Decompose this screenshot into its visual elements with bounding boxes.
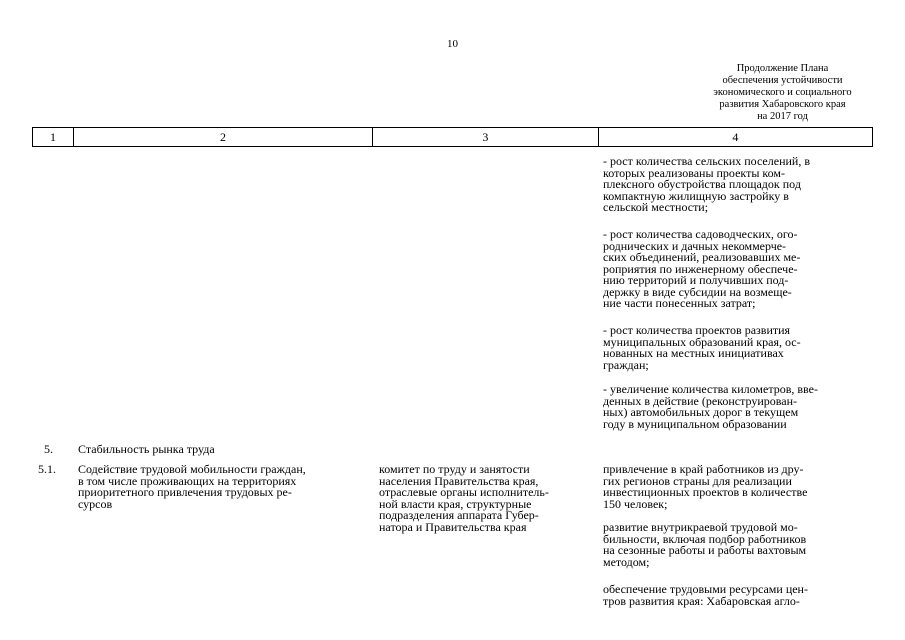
text-line: в том числе проживающих на территориях [78, 473, 297, 488]
text-line: плексного обустройства площадок под [603, 177, 801, 191]
text-line: отраслевые органы исполнитель- [379, 485, 549, 499]
text-line: году в муниципальном образовании [603, 416, 787, 431]
text-line: тров развития края: Хабаровская агло- [603, 593, 800, 608]
result-item [603, 229, 867, 310]
measure-cell [78, 464, 368, 510]
text-line: гих регионов страны для реализации [603, 473, 792, 488]
text-line: роднических и дачных некоммерче- [603, 238, 787, 253]
text-line: нованных на местных инициативах [603, 346, 784, 360]
text-line: ние части понесенных затрат; [603, 296, 756, 310]
text-line: бильности, включая подбор работников [603, 531, 807, 546]
text-line: населения Правительства края, [379, 473, 539, 488]
section-number: 5. [44, 442, 53, 456]
continuation-line: на 2017 год [757, 111, 808, 122]
text-line: - увеличение количества километров, вве- [603, 382, 818, 396]
result-item [603, 584, 867, 607]
text-line: которых реализованы проекты ком- [603, 165, 785, 180]
text-line: - рост количества сельских поселений, в [603, 154, 811, 168]
column-number-4: 4 [598, 128, 872, 146]
text-line: муниципальных образований края, ос- [603, 334, 801, 349]
section-title: Стабильность рынка труда [78, 442, 215, 456]
column-number-3: 3 [372, 128, 597, 146]
text-line: обеспечение трудовыми ресурсами цен- [603, 582, 808, 596]
text-line: приоритетного привлечения трудовых ре- [78, 485, 292, 499]
text-line: - рост количества садоводческих, ого- [603, 227, 798, 241]
text-line: развитие внутрикраевой трудовой мо- [603, 520, 798, 534]
continuation-heading [690, 63, 875, 123]
result-item [603, 156, 867, 214]
text-line: ских объединений, реализовавших ме- [603, 250, 801, 264]
column-number-2: 2 [73, 128, 372, 146]
text-line: - рост количества проектов развития [603, 323, 791, 337]
text-line: привлечение в край работников из дру- [603, 462, 804, 476]
continuation-line: развития Хабаровского края [719, 99, 846, 110]
text-line: методом; [603, 554, 650, 569]
text-line: денных в действие (реконструирован- [603, 393, 798, 408]
text-line: Содействие трудовой мобильности граждан, [78, 462, 306, 476]
column-number-1: 1 [49, 130, 56, 144]
text-line: нию территорий и получивших под- [603, 273, 789, 287]
text-line: комитет по труду и занятости [379, 462, 530, 476]
text-line: граждан; [603, 357, 649, 372]
table-column-header [32, 127, 873, 147]
continuation-line: Продолжение Плана [736, 63, 829, 74]
page-number: 10 [447, 38, 458, 50]
result-item [603, 522, 867, 568]
result-line [603, 156, 867, 214]
text-line: ных) автомобильных дорог в текущем [603, 405, 799, 419]
text-line: роприятия по инженерному обеспече- [603, 261, 798, 276]
result-item [603, 325, 867, 371]
text-line: инвестиционных проектов в количестве [603, 485, 808, 499]
text-line: держку в виде субсидии на возмеще- [603, 284, 792, 299]
text-line: компактную жилищную застройку в [603, 188, 789, 203]
row-number: 5.1. [38, 462, 56, 476]
text-line: натора и Правительства края [379, 519, 527, 534]
text-line: сурсов [78, 496, 113, 511]
text-line: ной власти края, структурные [379, 496, 532, 511]
continuation-line: обеспечения устойчивости [722, 75, 843, 86]
text-line: на сезонные работы и работы вахтовым [603, 543, 807, 557]
result-item [603, 464, 867, 510]
text-line: подразделения аппарата Губер- [379, 508, 539, 522]
text-line: 150 человек; [603, 496, 668, 511]
result-item [603, 384, 867, 430]
text-line: сельской местности; [603, 200, 709, 214]
executors-cell [379, 464, 597, 533]
continuation-line: экономического и социального [713, 87, 852, 98]
